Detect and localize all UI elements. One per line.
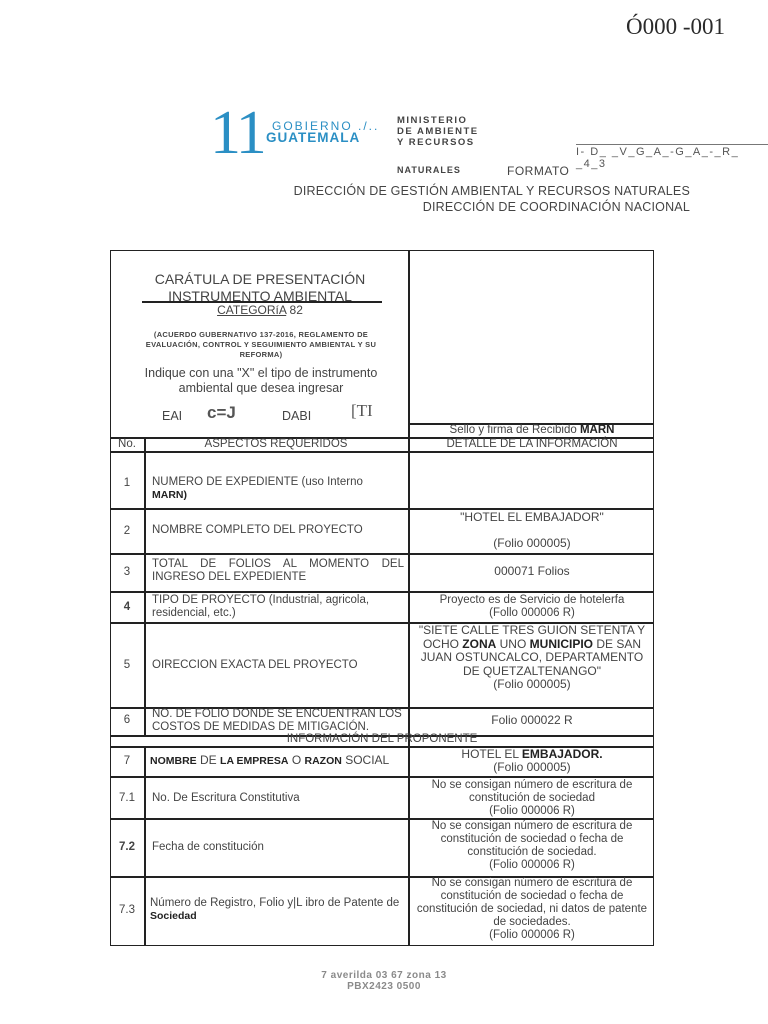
header-detail: DETALLE DE LA INFORMACIÓN	[446, 438, 618, 450]
direction-line1: DIRECCIÓN DE GESTIÓN AMBIENTAL Y RECURSOS NATURALES	[293, 184, 690, 198]
row5-detail	[414, 624, 650, 692]
row3-detail: 000071 Folios	[494, 564, 570, 578]
row4-aspect: TIPO DE PROYECTO (Industrial, agricola, residencial, etc.)	[152, 594, 370, 619]
row7-aspect-o: O	[291, 753, 302, 767]
stamp-org: MARN	[579, 424, 615, 436]
row73-detail2: (Folio 000006 R)	[489, 929, 575, 941]
row7-detail	[410, 748, 654, 774]
cover-title1: CARÁTULA DE PRESENTACIÓN	[154, 271, 366, 287]
row4-no: 4	[123, 601, 131, 613]
form-label: FORMATO	[507, 164, 570, 178]
category-label: CATEGORíA	[217, 303, 287, 317]
row5-detail-municipio: MUNICIPIO	[529, 636, 593, 651]
row2-aspect: NOMBRE COMPLETO DEL PROYECTO	[152, 524, 363, 536]
cover-title2: INSTRUMENTO AMBIENTAL	[168, 288, 352, 304]
agreement-note: (ACUERDO GUBERNATIVO 137-2016, REGLAMENTO DE EVALUACIÓN, CONTROL Y SEGUIMIENTO AMBIENTAL Y SU REFORMA)	[145, 330, 377, 359]
row7-detail-b: EMBAJADOR.	[521, 747, 603, 761]
category-value: 82	[289, 303, 303, 317]
logo-text-line2: GUATEMALA	[266, 130, 361, 145]
row5-aspect: OIRECCION EXACTA DEL PROYECTO	[152, 659, 358, 671]
header-aspects: ASPECTOS REQUERIDOS	[204, 438, 348, 450]
row72-no: 7.2	[119, 841, 135, 853]
header-no: No.	[118, 438, 136, 450]
row4-detail2: (Follo 000006 R)	[489, 607, 575, 619]
row1-aspect-text: NUMERO DE EXPEDIENTE (uso Interno	[152, 476, 363, 488]
document-code: Ó000 -001	[626, 14, 726, 39]
row7-detail-c: (Folio 000005)	[493, 760, 571, 774]
ministry-line4: NATURALES	[397, 165, 461, 175]
row73-aspect	[150, 897, 406, 923]
row1-aspect-bold: MARN)	[152, 489, 187, 501]
row2-no: 2	[123, 525, 131, 537]
option-eai-label: EAI	[162, 409, 183, 423]
footer-address: 7 averilda 03 67 zona 13	[321, 970, 447, 981]
row7-aspect	[150, 754, 406, 768]
row7-aspect-empresa: LA EMPRESA	[220, 755, 289, 767]
row72-detail1: No se consigan número de escritura de constitución de sociedad o fecha de constitución de sociedad.	[431, 820, 633, 858]
row71-aspect: No. De Escritura Constitutiva	[152, 792, 300, 804]
row3-no: 3	[123, 566, 131, 578]
row71-detail2: (Folio 000006 R)	[489, 805, 575, 817]
row72-detail	[414, 820, 650, 872]
row7-aspect-social: SOCIAL	[345, 753, 390, 767]
row72-detail2: (Folio 000006 R)	[489, 859, 575, 871]
row4-detail1: Proyecto es de Servicio de hotelerfa	[439, 594, 625, 606]
row73-detail	[414, 877, 650, 942]
indicate-instruction: Indique con una "X" el tipo de instrumento ambiental que desea ingresar	[144, 366, 378, 395]
row5-detail-zona: ZONA	[462, 636, 497, 651]
row2-detail1: "HOTEL EL EMBAJADOR"	[460, 510, 604, 524]
row5-no: 5	[123, 659, 131, 671]
direction-line2: DIRECCIÓN DE COORDINACIÓN NACIONAL	[422, 200, 690, 214]
row3-aspect: TOTAL DE FOLIOS AL MOMENTO DEL INGRESO DEL EXPEDIENTE	[152, 558, 404, 583]
row71-detail1: No se consigan número de escritura de constitución de sociedad	[431, 779, 633, 804]
row6-aspect: NO. DE FOLIO DONDE SE ENCUENTRAN LOS COSTOS DE MEDIDAS DE MITIGACIÓN.	[152, 708, 402, 733]
option-dabi-label: DABI	[282, 409, 312, 423]
row5-detail-a: "SIETE CALLE TRES GUION SETENTA Y OCHO	[418, 623, 646, 651]
row5-detail-c: UNO	[499, 636, 527, 651]
row6-detail: Folio 000022 R	[491, 713, 573, 727]
footer-phone: PBX2423 0500	[347, 981, 421, 992]
ministry-name	[397, 115, 479, 148]
row73-aspect-bold: Sociedad	[150, 910, 197, 922]
row5-detail-d: DE SAN JUAN OSTUNCALCO, DEPARTAMENTO DE QUETZALTENANGO"	[420, 636, 644, 678]
row71-detail	[414, 779, 650, 818]
row7-aspect-nombre: NOMBRE	[150, 755, 197, 767]
form-code: I- D_ _V_G_A_-G_A_-_R_ _4_3	[576, 144, 768, 170]
ministry-line1: MINISTERIO	[397, 115, 468, 126]
row71-no: 7.1	[119, 792, 135, 804]
row73-no: 7.3	[119, 904, 135, 916]
row73-detail1: No se consigan número de escritura de constitución de sociedad o fecha de constitución de sociedad, ni datos de patente de sociedades.	[416, 877, 648, 928]
row7-aspect-de: DE	[200, 753, 217, 767]
stamp-label-text: Sello y firma de Recibido	[449, 424, 577, 436]
government-logo-mark: 11	[210, 99, 264, 167]
ministry-line2: DE AMBIENTE	[397, 126, 479, 137]
row7-detail-a: HOTEL EL	[461, 747, 519, 761]
row72-aspect: Fecha de constitución	[152, 841, 264, 853]
category-line	[112, 304, 408, 317]
row73-aspect-text: Número de Registro, Folio y|L ibro de Patente de	[150, 897, 400, 909]
proponent-header: INFORMACIÓN DEL PROPONENTE	[286, 733, 478, 745]
row6-no: 6	[123, 714, 131, 726]
row2-detail2: (Folio 000005)	[493, 536, 571, 550]
row1-aspect	[152, 476, 404, 502]
row1-no: 1	[123, 477, 131, 489]
row5-detail-folio: (Folio 000005)	[493, 677, 571, 691]
ministry-line3: Y RECURSOS	[397, 137, 475, 148]
option-dabi-checkbox[interactable]: [TI	[351, 401, 373, 420]
row7-aspect-razon: RAZON	[304, 755, 342, 767]
stamp-label	[410, 424, 654, 437]
option-eai-checkbox[interactable]: c=J	[207, 403, 236, 422]
row7-no: 7	[123, 755, 131, 767]
logo-text-line1: GOBIERNO ./..	[272, 119, 380, 133]
